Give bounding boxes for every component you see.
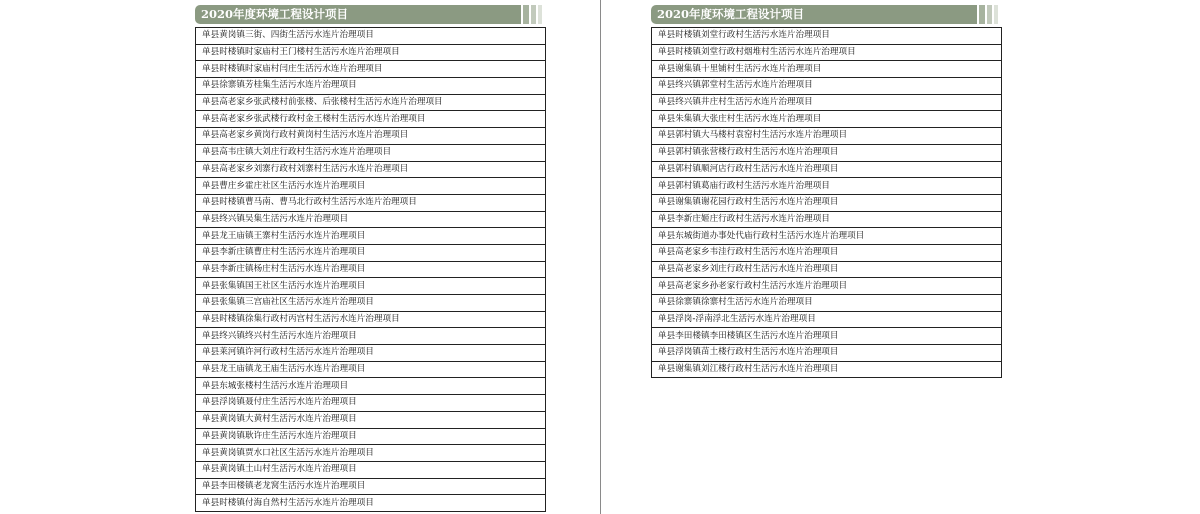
project-name-cell: 单县高韦庄镇大刘庄行政村生活污水连片治理项目 bbox=[196, 144, 546, 161]
table-row bbox=[652, 211, 1002, 228]
project-name-cell: 单县浮岗镇苗土楼行政村生活污水连片治理项目 bbox=[652, 345, 1002, 362]
table-row bbox=[196, 44, 546, 61]
right-panel bbox=[651, 5, 1003, 378]
table-row bbox=[652, 244, 1002, 261]
project-name-cell: 单县张集镇国王社区生活污水连片治理项目 bbox=[196, 278, 546, 295]
table-row bbox=[196, 261, 546, 278]
project-name-cell: 单县高老家乡孙老家行政村生活污水连片治理项目 bbox=[652, 278, 1002, 295]
project-name-cell: 单县郭村镇大马楼村袁窑村生活污水连片治理项目 bbox=[652, 128, 1002, 145]
table-row bbox=[652, 345, 1002, 362]
header-stripe bbox=[994, 5, 998, 24]
project-name-cell: 单县黄岗镇大黄村生活污水连片治理项目 bbox=[196, 411, 546, 428]
project-name-cell: 单县徐寨镇芳桂集生活污水连片治理项目 bbox=[196, 78, 546, 95]
table-row bbox=[196, 361, 546, 378]
table-row bbox=[652, 44, 1002, 61]
table-row bbox=[196, 228, 546, 245]
project-name-cell: 单县高老家乡张武楼村前张楼、后张楼村生活污水连片治理项目 bbox=[196, 94, 546, 111]
project-name-cell: 单县终兴镇郭堂村生活污水连片治理项目 bbox=[652, 78, 1002, 95]
header-stripe bbox=[987, 5, 992, 24]
project-name-cell: 单县莱河镇许河行政村生活污水连片治理项目 bbox=[196, 345, 546, 362]
table-row bbox=[196, 328, 546, 345]
header-stripe bbox=[538, 5, 542, 24]
table-row bbox=[196, 128, 546, 145]
table-row bbox=[196, 94, 546, 111]
project-name-cell: 单县时楼镇刘堂行政村烟堆村生活污水连片治理项目 bbox=[652, 44, 1002, 61]
project-name-cell: 单县李田楼镇老龙窝生活污水连片治理项目 bbox=[196, 478, 546, 495]
table-row bbox=[196, 211, 546, 228]
project-name-cell: 单县黄岗镇贾水口社区生活污水连片治理项目 bbox=[196, 445, 546, 462]
table-row bbox=[652, 94, 1002, 111]
table-row bbox=[196, 428, 546, 445]
table-row bbox=[196, 78, 546, 95]
table-row bbox=[196, 28, 546, 45]
project-name-cell: 单县时楼镇徐集行政村丙宫村生活污水连片治理项目 bbox=[196, 311, 546, 328]
project-name-cell: 单县高老家乡韦洼行政村生活污水连片治理项目 bbox=[652, 244, 1002, 261]
project-name-cell: 单县时楼镇时家庙村闫庄生活污水连片治理项目 bbox=[196, 61, 546, 78]
table-row bbox=[652, 328, 1002, 345]
table-row bbox=[652, 28, 1002, 45]
project-name-cell: 单县龙王庙镇王寨村生活污水连片治理项目 bbox=[196, 228, 546, 245]
project-name-cell: 单县浮岗-浮南浮北生活污水连片治理项目 bbox=[652, 311, 1002, 328]
table-row bbox=[652, 295, 1002, 312]
project-name-cell: 单县终兴镇终兴村生活污水连片治理项目 bbox=[196, 328, 546, 345]
table-row bbox=[652, 228, 1002, 245]
project-name-cell: 单县朱集镇大张庄村生活污水连片治理项目 bbox=[652, 111, 1002, 128]
table-row bbox=[196, 478, 546, 495]
header-stripe bbox=[979, 5, 985, 24]
table-row bbox=[652, 361, 1002, 378]
project-name-cell: 单县徐寨镇徐寨村生活污水连片治理项目 bbox=[652, 295, 1002, 312]
left-panel bbox=[195, 5, 547, 512]
project-name-cell: 单县黄岗镇三街、四街生活污水连片治理项目 bbox=[196, 28, 546, 45]
table-row bbox=[652, 111, 1002, 128]
right-panel-header bbox=[651, 5, 1003, 24]
project-name-cell: 单县郭村镇张营楼行政村生活污水连片治理项目 bbox=[652, 144, 1002, 161]
table-row bbox=[196, 378, 546, 395]
project-name-cell: 单县李田楼镇李田楼镇区生活污水连片治理项目 bbox=[652, 328, 1002, 345]
left-project-table bbox=[195, 27, 546, 512]
table-row bbox=[652, 261, 1002, 278]
project-name-cell: 单县李新庄姬庄行政村生活污水连片治理项目 bbox=[652, 211, 1002, 228]
table-row bbox=[196, 495, 546, 512]
table-row bbox=[196, 194, 546, 211]
table-row bbox=[196, 178, 546, 195]
left-panel-header bbox=[195, 5, 547, 24]
table-row bbox=[196, 278, 546, 295]
project-name-cell: 单县高老家乡刘寨行政村刘寨村生活污水连片治理项目 bbox=[196, 161, 546, 178]
project-name-cell: 单县浮岗镇聂付庄生活污水连片治理项目 bbox=[196, 395, 546, 412]
table-row bbox=[652, 61, 1002, 78]
project-name-cell: 单县高老家乡张武楼行政村金王楼村生活污水连片治理项目 bbox=[196, 111, 546, 128]
table-row bbox=[196, 61, 546, 78]
project-name-cell: 单县高老家乡黄岗行政村黄岗村生活污水连片治理项目 bbox=[196, 128, 546, 145]
table-row bbox=[196, 411, 546, 428]
right-panel-title: 2020年度环境工程设计项目 bbox=[651, 5, 977, 24]
project-name-cell: 单县东城街道办事处代庙行政村生活污水连片治理项目 bbox=[652, 228, 1002, 245]
project-name-cell: 单县东城张楼村生活污水连片治理项目 bbox=[196, 378, 546, 395]
right-project-table bbox=[651, 27, 1002, 378]
project-name-cell: 单县黄岗镇土山村生活污水连片治理项目 bbox=[196, 461, 546, 478]
table-row bbox=[652, 128, 1002, 145]
project-name-cell: 单县谢集镇刘江楼行政村生活污水连片治理项目 bbox=[652, 361, 1002, 378]
project-name-cell: 单县曹庄乡霍庄社区生活污水连片治理项目 bbox=[196, 178, 546, 195]
table-row bbox=[652, 78, 1002, 95]
project-name-cell: 单县时楼镇时家庙村王门楼村生活污水连片治理项目 bbox=[196, 44, 546, 61]
project-name-cell: 单县时楼镇曹马南、曹马北行政村生活污水连片治理项目 bbox=[196, 194, 546, 211]
header-stripe bbox=[523, 5, 529, 24]
project-name-cell: 单县谢集镇谢花园行政村生活污水连片治理项目 bbox=[652, 194, 1002, 211]
project-name-cell: 单县终兴镇井庄村生活污水连片治理项目 bbox=[652, 94, 1002, 111]
table-row bbox=[652, 178, 1002, 195]
project-name-cell: 单县郭村镇顺河店行政村生活污水连片治理项目 bbox=[652, 161, 1002, 178]
table-row bbox=[652, 311, 1002, 328]
project-name-cell: 单县终兴镇吴集生活污水连片治理项目 bbox=[196, 211, 546, 228]
project-name-cell: 单县李新庄镇杨庄村生活污水连片治理项目 bbox=[196, 261, 546, 278]
table-row bbox=[196, 461, 546, 478]
table-row bbox=[196, 295, 546, 312]
table-row bbox=[652, 278, 1002, 295]
table-row bbox=[652, 161, 1002, 178]
project-name-cell: 单县时楼镇刘堂行政村生活污水连片治理项目 bbox=[652, 28, 1002, 45]
table-row bbox=[196, 244, 546, 261]
project-name-cell: 单县时楼镇付海自然村生活污水连片治理项目 bbox=[196, 495, 546, 512]
table-row bbox=[652, 144, 1002, 161]
table-row bbox=[652, 194, 1002, 211]
table-row bbox=[196, 144, 546, 161]
left-panel-title: 2020年度环境工程设计项目 bbox=[195, 5, 521, 24]
project-name-cell: 单县张集镇三宫庙社区生活污水连片治理项目 bbox=[196, 295, 546, 312]
table-row bbox=[196, 311, 546, 328]
table-row bbox=[196, 161, 546, 178]
project-name-cell: 单县高老家乡刘庄行政村生活污水连片治理项目 bbox=[652, 261, 1002, 278]
project-name-cell: 单县谢集镇十里铺村生活污水连片治理项目 bbox=[652, 61, 1002, 78]
project-name-cell: 单县郭村镇葛庙行政村生活污水连片治理项目 bbox=[652, 178, 1002, 195]
project-name-cell: 单县李新庄镇曹庄村生活污水连片治理项目 bbox=[196, 244, 546, 261]
project-name-cell: 单县黄岗镇耿许庄生活污水连片治理项目 bbox=[196, 428, 546, 445]
header-stripe bbox=[531, 5, 536, 24]
table-row bbox=[196, 345, 546, 362]
project-name-cell: 单县龙王庙镇龙王庙生活污水连片治理项目 bbox=[196, 361, 546, 378]
table-row bbox=[196, 111, 546, 128]
table-row bbox=[196, 395, 546, 412]
page-divider bbox=[600, 0, 601, 514]
table-row bbox=[196, 445, 546, 462]
